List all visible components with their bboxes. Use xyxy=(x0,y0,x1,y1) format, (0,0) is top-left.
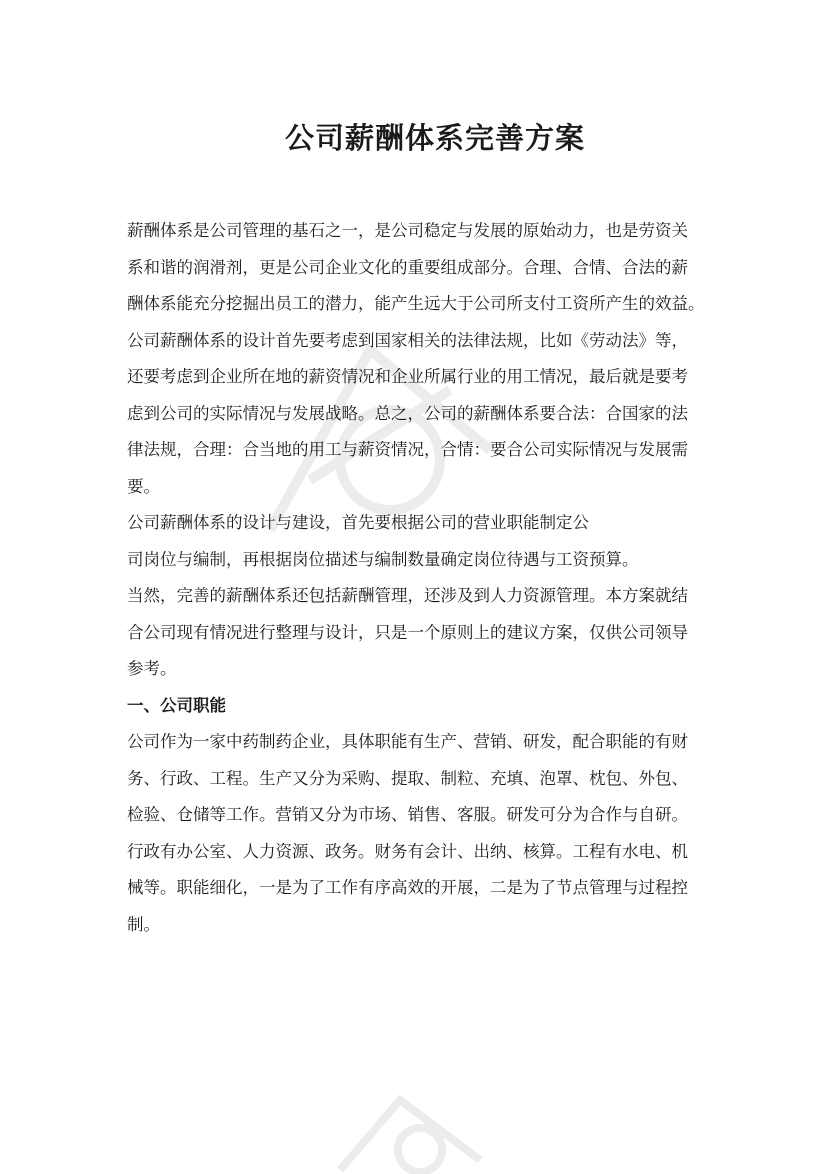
paragraph-line: 当然，完善的薪酬体系还包括薪酬管理，还涉及到人力资源管理。本方案就结 xyxy=(127,586,688,605)
paragraph-line: 检验、仓储等工作。营销又分为市场、销售、客服。研发可分为合作与自研。 xyxy=(127,805,688,824)
paragraph-line: 要。 xyxy=(127,476,160,496)
paragraph-line: 还要考虑到企业所在地的薪资情况和企业所属行业的用工情况，最后就是要考 xyxy=(127,367,688,386)
paragraph-line: 系和谐的润滑剂，更是公司企业文化的重要组成部分。合理、合情、合法的薪 xyxy=(127,257,688,277)
paragraph-line: 司岗位与编制，再根据岗位描述与编制数量确定岗位待遇与工资预算。 xyxy=(127,549,639,569)
paragraph-line: 合公司现有情况进行整理与设计，只是一个原则上的建议方案，仅供公司领导 xyxy=(127,622,688,642)
paragraph-line: 酬体系能充分挖掘出员工的潜力，能产生远大于公司所支付工资所产生的效益。 xyxy=(127,294,705,313)
paragraph-line: 律法规，合理：合当地的用工与薪资情况，合情：要合公司实际情况与发展需 xyxy=(127,440,688,459)
paragraph-line: 公司作为一家中药制药企业，具体职能有生产、营销、研发，配合职能的有财 xyxy=(127,732,688,751)
paragraph-line: 参考。 xyxy=(127,659,177,678)
paragraph-line: 公司薪酬体系的设计首先要考虑到国家相关的法律法规，比如《劳动法》等， xyxy=(127,330,688,350)
paragraph-line: 虑到公司的实际情况与发展战略。总之，公司的薪酬体系要合法：合国家的法 xyxy=(127,403,688,423)
paragraph-line: 行政有办公室、人力资源、政务。财务有会计、出纳、核算。工程有水电、机 xyxy=(127,841,688,861)
paragraph-line: 薪酬体系是公司管理的基石之一，是公司稳定与发展的原始动力，也是劳资关 xyxy=(127,221,688,240)
document-title: 公司薪酬体系完善方案 xyxy=(284,121,585,155)
paragraph-line: 务、行政、工程。生产又分为采购、提取、制粒、充填、泡罩、枕包、外包、 xyxy=(127,768,688,788)
section-heading: 一、公司职能 xyxy=(127,695,226,715)
paragraph-line: 公司薪酬体系的设计与建设，首先要根据公司的营业职能制定公 xyxy=(127,513,589,532)
paragraph-line: 制。 xyxy=(127,914,160,934)
paragraph-line: 械等。职能细化，一是为了工作有序高效的开展，二是为了节点管理与过程控 xyxy=(127,878,688,897)
watermark-bottom-icon xyxy=(330,1090,490,1174)
document-body xyxy=(127,213,727,943)
